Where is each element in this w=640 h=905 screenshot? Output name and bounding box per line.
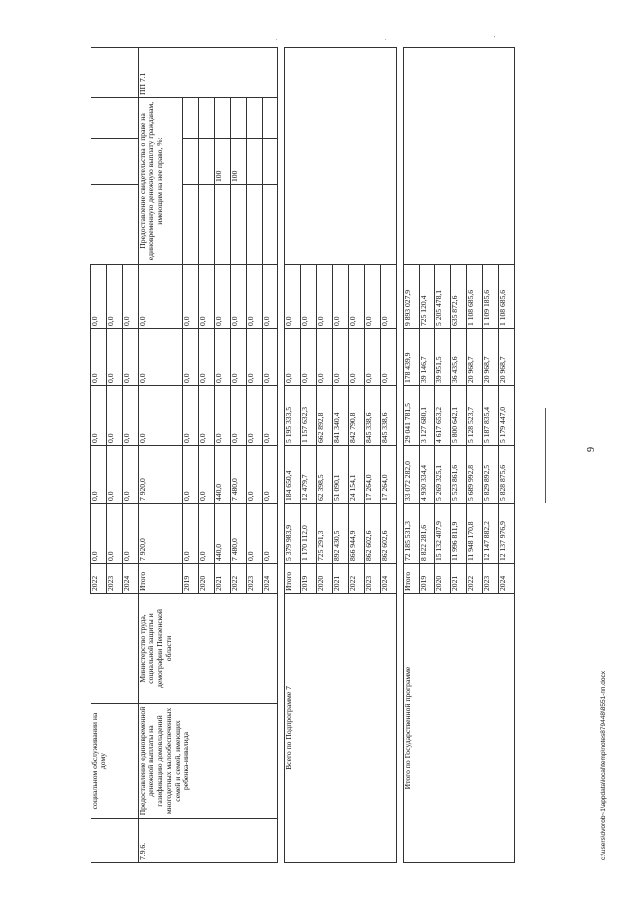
executor: Министерство труда, социальной защиты и демографии Пензенской области — [138, 594, 278, 704]
program-total-label: Итого по Государственной программе — [403, 594, 514, 863]
value-cell: 9 893 027,9 — [403, 265, 419, 329]
value-cell: 0,0 — [364, 329, 380, 386]
value-cell: 51 090,1 — [333, 446, 349, 504]
value-cell: 892 430,5 — [333, 504, 349, 564]
table-cell — [198, 185, 214, 265]
value-cell: 39 951,5 — [435, 329, 451, 386]
year-cell: 2022 — [230, 564, 246, 594]
value-cell: 8 822 281,6 — [419, 504, 435, 564]
value-cell: 842 790,8 — [348, 386, 364, 446]
value-cell: 12 147 882,2 — [483, 504, 499, 564]
gap-cell — [396, 139, 403, 185]
value-cell: 0,0 — [122, 446, 138, 504]
gap-cell — [396, 98, 403, 139]
year-cell: 2024 — [262, 564, 278, 594]
value-cell: 12 137 976,9 — [499, 504, 515, 564]
value-cell: 0,0 — [214, 329, 230, 386]
value-cell: 1 108 685,6 — [467, 265, 483, 329]
table-cell — [91, 185, 139, 265]
value-cell: 33 072 282,0 — [403, 446, 419, 504]
year-cell: 2020 — [435, 564, 451, 594]
indicator-value — [183, 139, 199, 185]
footer-file-path: c:\users\dvorob~1\appdata\local\temp\notes879448\8551-пп.docx — [600, 671, 607, 860]
value-cell: 62 398,5 — [317, 446, 333, 504]
table-cell — [91, 594, 139, 704]
value-cell: 0,0 — [198, 329, 214, 386]
value-cell: 15 132 407,9 — [435, 504, 451, 564]
value-cell: 0,0 — [317, 329, 333, 386]
value-cell: 0,0 — [301, 329, 317, 386]
table-cell — [91, 48, 139, 98]
year-cell: 2022 — [348, 564, 364, 594]
value-cell: 0,0 — [348, 329, 364, 386]
value-cell: 17 264,0 — [364, 446, 380, 504]
year-cell: 2019 — [419, 564, 435, 594]
table-cell — [246, 98, 262, 139]
year-cell: Итого — [138, 564, 182, 594]
value-cell: 0,0 — [246, 446, 262, 504]
table-cell — [91, 98, 139, 139]
table-cell — [198, 98, 214, 139]
value-cell: 24 154,1 — [348, 446, 364, 504]
value-cell: 0,0 — [91, 329, 107, 386]
value-cell: 0,0 — [230, 386, 246, 446]
value-cell: 0,0 — [246, 386, 262, 446]
value-cell: 36 435,6 — [451, 329, 467, 386]
table-cell — [183, 185, 199, 265]
value-cell: 0,0 — [198, 504, 214, 564]
year-cell: 2024 — [122, 564, 138, 594]
year-cell: 2023 — [106, 564, 122, 594]
value-cell: 725 291,3 — [317, 504, 333, 564]
table-cell — [262, 98, 278, 139]
value-cell: 0,0 — [262, 265, 278, 329]
value-cell: 5 829 892,5 — [483, 446, 499, 504]
year-cell: 2019 — [301, 564, 317, 594]
value-cell: 1 109 185,6 — [483, 265, 499, 329]
value-cell: 0,0 — [122, 329, 138, 386]
value-cell: 20 968,7 — [483, 329, 499, 386]
value-cell: 0,0 — [214, 265, 230, 329]
value-cell: 7 480,0 — [230, 446, 246, 504]
value-cell: 0,0 — [214, 386, 230, 446]
value-cell: 0,0 — [380, 265, 396, 329]
value-cell: 29 041 781,5 — [403, 386, 419, 446]
table-cell — [230, 185, 246, 265]
value-cell: 0,0 — [380, 329, 396, 386]
value-cell: 440,0 — [214, 504, 230, 564]
indicator-value — [198, 139, 214, 185]
value-cell: 0,0 — [106, 329, 122, 386]
year-cell: 2019 — [183, 564, 199, 594]
value-cell: 4 930 334,4 — [419, 446, 435, 504]
year-cell: 2023 — [364, 564, 380, 594]
gap-cell — [278, 139, 285, 185]
value-cell: 0,0 — [285, 265, 301, 329]
table-cell — [183, 98, 199, 139]
year-cell: 2024 — [380, 564, 396, 594]
value-cell: 0,0 — [198, 446, 214, 504]
intro-text: социальном обслуживании на дому — [91, 704, 139, 819]
year-cell: 2021 — [451, 564, 467, 594]
table-cell — [91, 819, 139, 863]
value-cell: 3 127 680,1 — [419, 386, 435, 446]
value-cell: 0,0 — [183, 265, 199, 329]
corner-mark: ' — [494, 36, 496, 42]
value-cell: 7 920,0 — [138, 504, 182, 564]
item-number: 7.9.6. — [138, 819, 278, 863]
value-cell: 0,0 — [106, 446, 122, 504]
value-cell: 0,0 — [333, 265, 349, 329]
gap-cell — [278, 48, 285, 98]
value-cell: 0,0 — [246, 265, 262, 329]
value-cell: 725 120,4 — [419, 265, 435, 329]
value-cell: 7 920,0 — [138, 446, 182, 504]
table-row — [403, 48, 419, 863]
program-table — [90, 47, 515, 863]
value-cell: 11 996 811,9 — [451, 504, 467, 564]
value-cell: 0,0 — [198, 265, 214, 329]
value-cell: 5 800 642,1 — [451, 386, 467, 446]
value-cell: 0,0 — [183, 329, 199, 386]
value-cell: 5 205 478,1 — [435, 265, 451, 329]
year-cell: Итого — [285, 564, 301, 594]
value-cell: 0,0 — [262, 329, 278, 386]
rotated-sheet — [90, 48, 515, 863]
value-cell: 5 128 523,7 — [467, 386, 483, 446]
value-cell: 1 157 632,3 — [301, 386, 317, 446]
value-cell: 0,0 — [91, 386, 107, 446]
value-cell: 845 338,6 — [380, 386, 396, 446]
value-cell: 0,0 — [198, 386, 214, 446]
value-cell: 0,0 — [262, 504, 278, 564]
item-name: Предоставление единовременной денежной выплаты на газификацию домовладений многодетных малообеспеченных семей и семей, имеющих ребенка-инвалида — [138, 704, 278, 819]
value-cell: 5 179 447,0 — [499, 386, 515, 446]
value-cell: 5 523 861,6 — [451, 446, 467, 504]
value-cell: 635 872,6 — [451, 265, 467, 329]
table-cell — [214, 185, 230, 265]
table-cell — [246, 185, 262, 265]
value-cell: 184 650,4 — [285, 446, 301, 504]
value-cell: 5 195 333,5 — [285, 386, 301, 446]
value-cell: 20 968,7 — [467, 329, 483, 386]
value-cell: 0,0 — [183, 504, 199, 564]
indicator-value — [262, 139, 278, 185]
value-cell: 0,0 — [122, 265, 138, 329]
value-cell: 72 185 531,3 — [403, 504, 419, 564]
value-cell: 0,0 — [230, 265, 246, 329]
value-cell: 1 170 112,0 — [301, 504, 317, 564]
value-cell: 20 968,7 — [499, 329, 515, 386]
gap-cell — [396, 819, 403, 863]
value-cell: 5 689 992,8 — [467, 446, 483, 504]
value-cell: 4 617 653,2 — [435, 386, 451, 446]
value-cell: 0,0 — [333, 329, 349, 386]
value-cell: 7 480,0 — [230, 504, 246, 564]
value-cell: 0,0 — [122, 386, 138, 446]
value-cell: 5 269 325,1 — [435, 446, 451, 504]
table-cell — [262, 185, 278, 265]
value-cell: 0,0 — [106, 265, 122, 329]
indicator-value — [246, 139, 262, 185]
table-cell — [403, 48, 514, 265]
gap-cell — [396, 185, 403, 265]
value-cell: 0,0 — [262, 386, 278, 446]
value-cell: 0,0 — [364, 265, 380, 329]
value-cell: 5 379 983,9 — [285, 504, 301, 564]
year-cell: 2021 — [214, 564, 230, 594]
value-cell: 0,0 — [246, 504, 262, 564]
value-cell: 0,0 — [301, 265, 317, 329]
year-cell: 2023 — [246, 564, 262, 594]
value-cell: 0,0 — [230, 329, 246, 386]
value-cell: 178 439,9 — [403, 329, 419, 386]
gap-cell — [278, 819, 285, 863]
table-row — [285, 48, 301, 863]
corner-mark: . — [276, 36, 278, 42]
value-cell: 862 602,6 — [364, 504, 380, 564]
table-cell — [91, 139, 139, 185]
value-cell: 17 264,0 — [380, 446, 396, 504]
value-cell: 0,0 — [262, 446, 278, 504]
value-cell: 841 340,4 — [333, 386, 349, 446]
value-cell: 0,0 — [348, 265, 364, 329]
year-cell: 2022 — [91, 564, 107, 594]
value-cell: 0,0 — [246, 329, 262, 386]
value-cell: 0,0 — [138, 386, 182, 446]
value-cell: 0,0 — [138, 265, 182, 329]
value-cell: 0,0 — [91, 446, 107, 504]
year-cell: 2020 — [317, 564, 333, 594]
value-cell: 5 187 835,4 — [483, 386, 499, 446]
year-cell: 2022 — [467, 564, 483, 594]
value-cell: 866 944,9 — [348, 504, 364, 564]
year-cell: Итого — [403, 564, 419, 594]
value-cell: 1 108 685,6 — [499, 265, 515, 329]
value-cell: 862 602,6 — [380, 504, 396, 564]
value-cell: 11 948 170,8 — [467, 504, 483, 564]
separator-line — [545, 408, 546, 503]
value-cell: 662 892,8 — [317, 386, 333, 446]
year-cell: 2024 — [499, 564, 515, 594]
corner-mark: . — [385, 36, 387, 42]
gap-cell — [396, 48, 403, 98]
value-cell: 12 479,7 — [301, 446, 317, 504]
value-cell: 0,0 — [183, 446, 199, 504]
value-cell: 0,0 — [138, 329, 182, 386]
year-cell: 2021 — [333, 564, 349, 594]
gap-cell — [278, 98, 285, 139]
value-cell: 845 338,6 — [364, 386, 380, 446]
table-cell — [230, 98, 246, 139]
value-cell: 0,0 — [317, 265, 333, 329]
value-cell: 0,0 — [106, 386, 122, 446]
indicator-text: Предоставление свидетельства о праве на единовременную денежную выплату гражданам, имеющим на нее право, %: — [138, 98, 182, 265]
value-cell: 0,0 — [183, 386, 199, 446]
indicator-value: 100 — [230, 139, 246, 185]
value-cell: 0,0 — [285, 329, 301, 386]
value-cell: 440,0 — [214, 446, 230, 504]
indicator-code: ПП 7.1 — [138, 48, 278, 98]
table-row — [91, 48, 107, 863]
page-number: 9 — [586, 447, 597, 452]
value-cell: 39 146,7 — [419, 329, 435, 386]
table-cell — [285, 48, 396, 265]
value-cell: 0,0 — [91, 265, 107, 329]
table-cell — [214, 98, 230, 139]
table-row — [138, 48, 182, 863]
subprogram-total-label: Всего по Подпрограмме 7 — [285, 594, 396, 863]
indicator-value: 100 — [214, 139, 230, 185]
year-cell: 2023 — [483, 564, 499, 594]
gap-cell — [278, 185, 285, 265]
year-cell: 2020 — [198, 564, 214, 594]
value-cell: 0,0 — [122, 504, 138, 564]
value-cell: 0,0 — [91, 504, 107, 564]
value-cell: 5 828 875,6 — [499, 446, 515, 504]
value-cell: 0,0 — [106, 504, 122, 564]
